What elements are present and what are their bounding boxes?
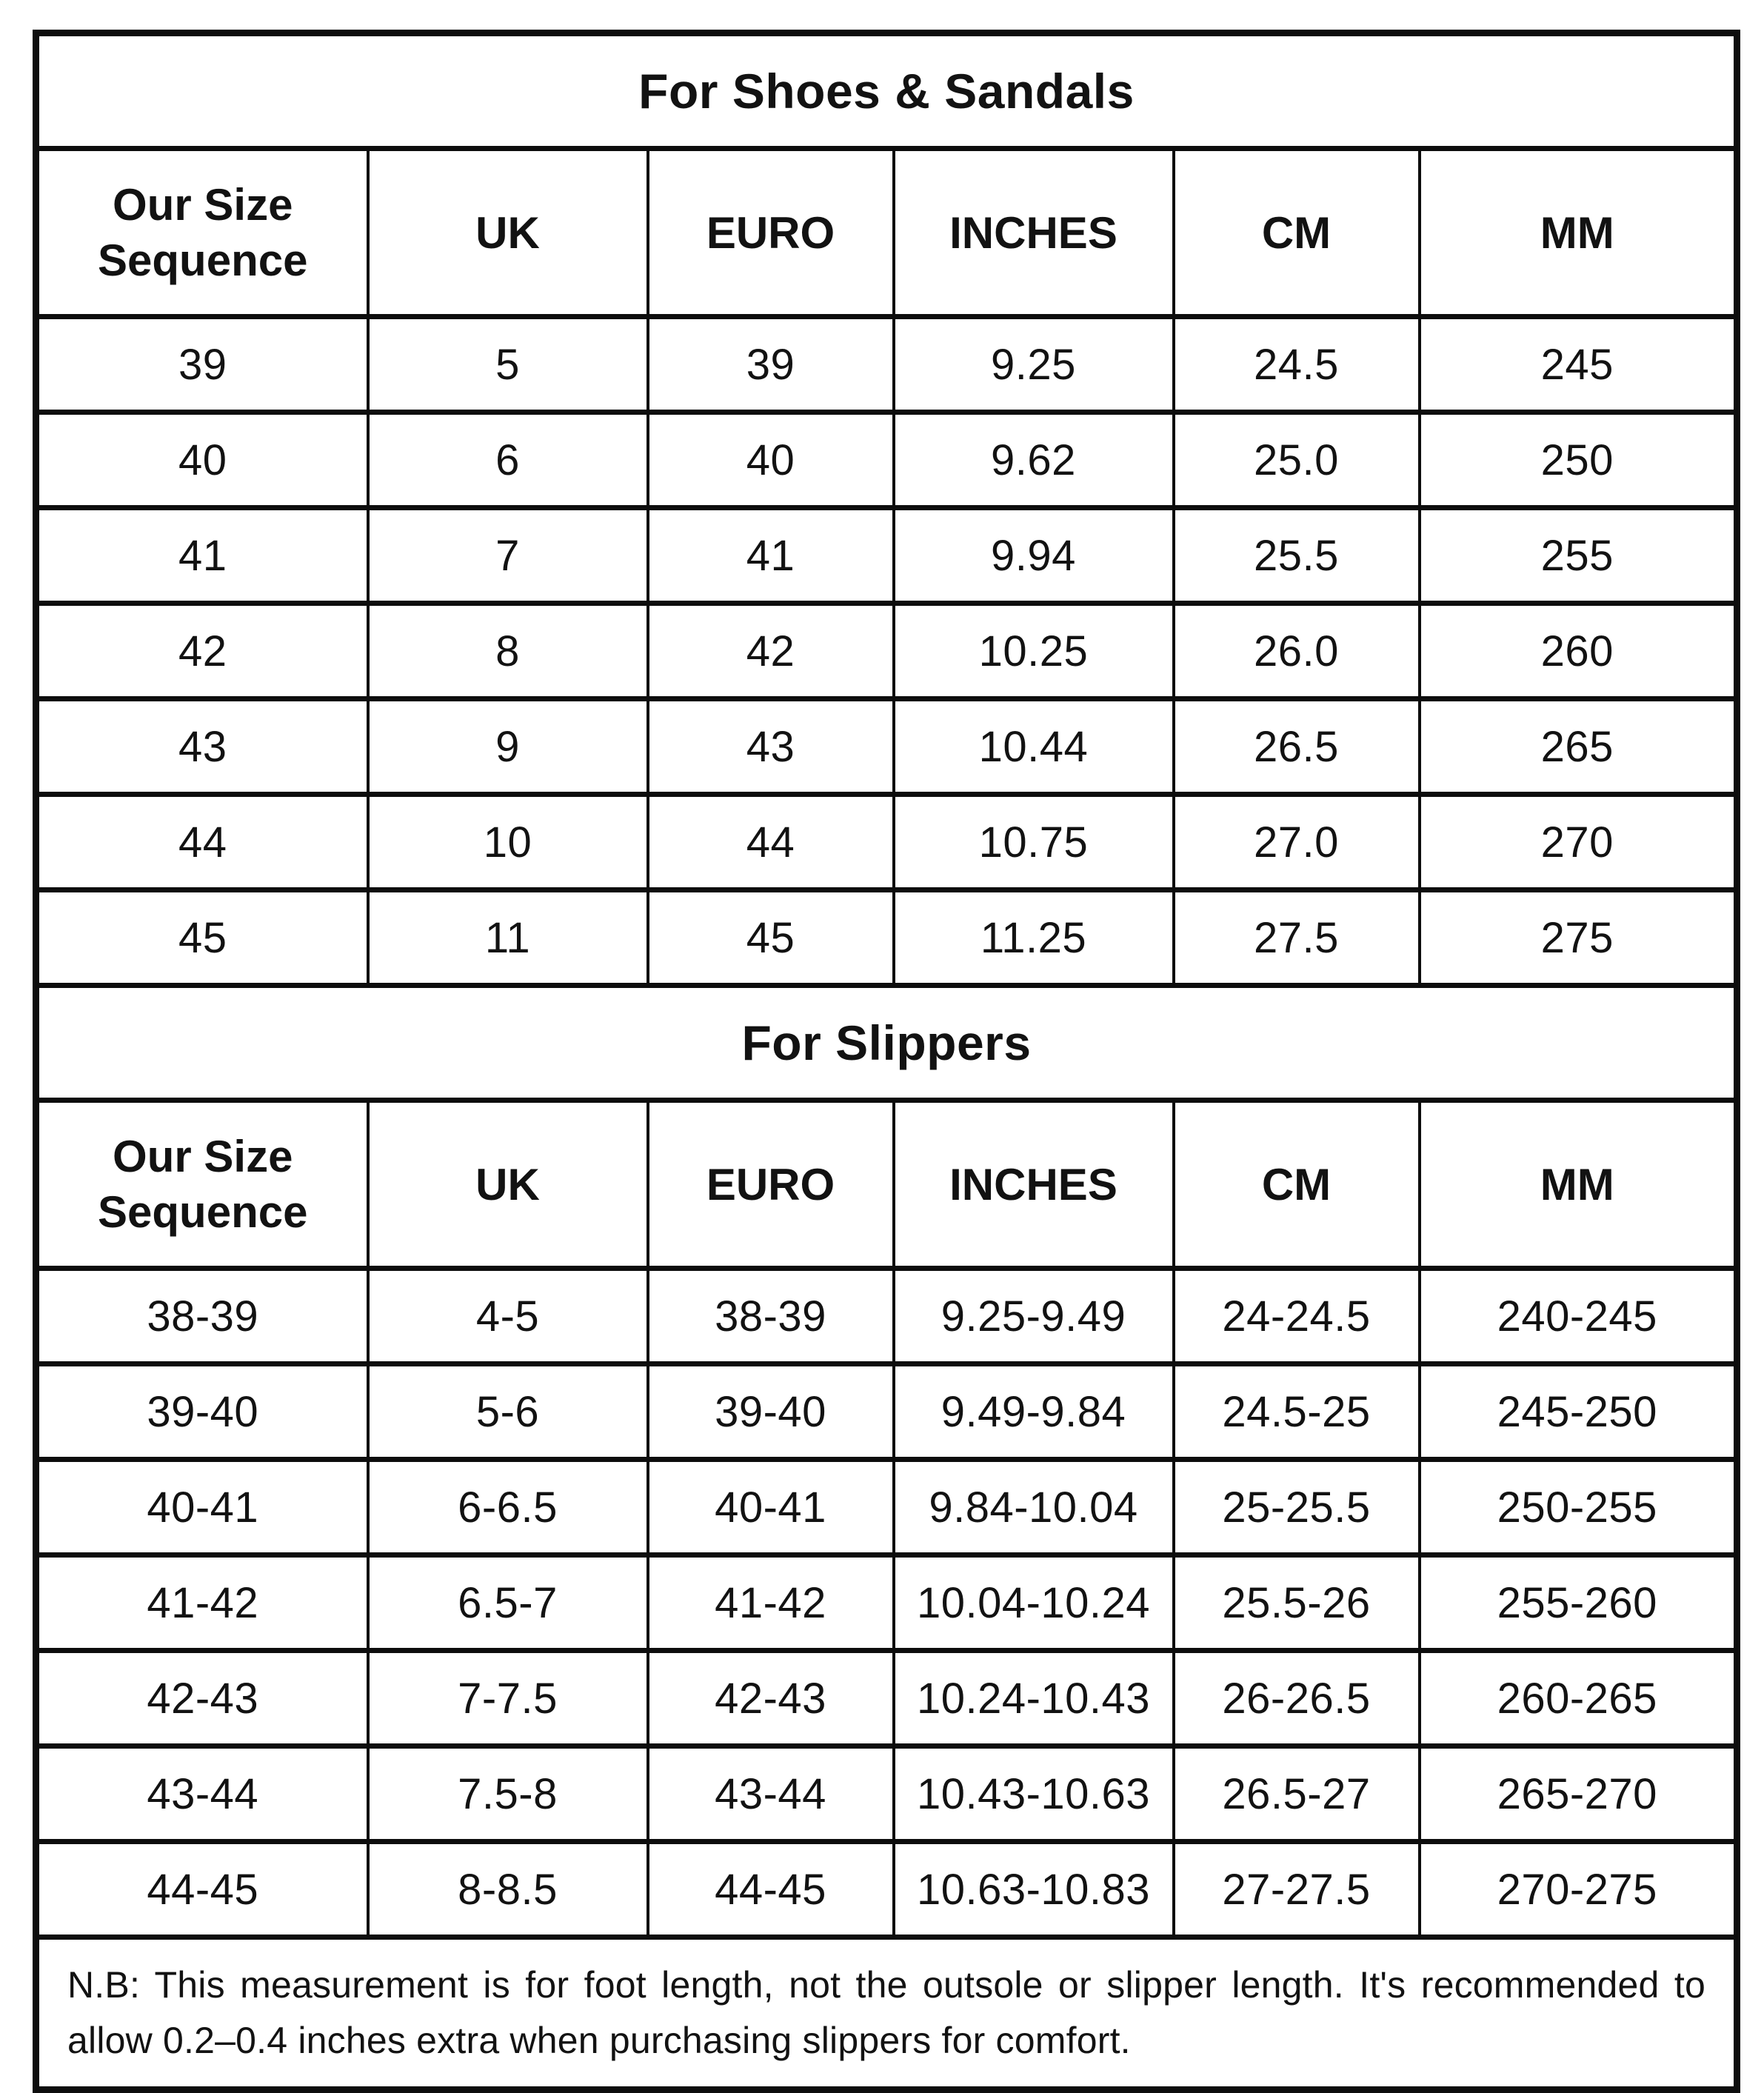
table-cell: 44: [648, 795, 894, 890]
table-cell: 27.5: [1174, 890, 1420, 986]
table-row: [36, 413, 1737, 508]
table-cell: 38-39: [36, 1269, 368, 1364]
shoes-header-row: [36, 149, 1737, 317]
table-cell: 43-44: [648, 1746, 894, 1842]
column-header-inches: INCHES: [894, 1101, 1174, 1269]
table-cell: 265: [1420, 699, 1737, 795]
table-cell: 40: [648, 413, 894, 508]
column-header-uk: UK: [368, 149, 648, 317]
table-cell: 26.0: [1174, 604, 1420, 699]
table-cell: 5: [368, 317, 648, 413]
table-cell: 240-245: [1420, 1269, 1737, 1364]
table-cell: 6.5-7: [368, 1555, 648, 1651]
table-cell: 9.62: [894, 413, 1174, 508]
table-row: [36, 890, 1737, 986]
table-cell: 26-26.5: [1174, 1651, 1420, 1746]
table-cell: 25.0: [1174, 413, 1420, 508]
table-cell: 26.5: [1174, 699, 1420, 795]
table-cell: 6-6.5: [368, 1460, 648, 1555]
table-cell: 6: [368, 413, 648, 508]
table-cell: 9.49-9.84: [894, 1364, 1174, 1460]
table-cell: 39-40: [36, 1364, 368, 1460]
table-cell: 5-6: [368, 1364, 648, 1460]
table-cell: 43: [648, 699, 894, 795]
slippers-header-row: [36, 1101, 1737, 1269]
table-cell: 39: [648, 317, 894, 413]
table-cell: 25-25.5: [1174, 1460, 1420, 1555]
table-row: [36, 1746, 1737, 1842]
table-row: [36, 508, 1737, 604]
table-cell: 39-40: [648, 1364, 894, 1460]
table-row: [36, 1842, 1737, 1937]
table-cell: 250-255: [1420, 1460, 1737, 1555]
table-cell: 9.94: [894, 508, 1174, 604]
column-header-mm: MM: [1420, 149, 1737, 317]
column-header-cm: CM: [1174, 1101, 1420, 1269]
table-cell: 9.25: [894, 317, 1174, 413]
column-header-cm: CM: [1174, 149, 1420, 317]
table-row: [36, 1651, 1737, 1746]
slippers-title-row: [36, 986, 1737, 1101]
table-cell: 275: [1420, 890, 1737, 986]
table-cell: 265-270: [1420, 1746, 1737, 1842]
table-cell: 26.5-27: [1174, 1746, 1420, 1842]
table-cell: 24.5: [1174, 317, 1420, 413]
table-cell: 9.25-9.49: [894, 1269, 1174, 1364]
table-cell: 24-24.5: [1174, 1269, 1420, 1364]
table-cell: 10: [368, 795, 648, 890]
table-cell: 11: [368, 890, 648, 986]
table-cell: 42: [648, 604, 894, 699]
table-cell: 245: [1420, 317, 1737, 413]
table-cell: 43: [36, 699, 368, 795]
table-cell: 7-7.5: [368, 1651, 648, 1746]
column-header-mm: MM: [1420, 1101, 1737, 1269]
table-row: [36, 795, 1737, 890]
table-cell: 11.25: [894, 890, 1174, 986]
table-cell: 40-41: [648, 1460, 894, 1555]
column-header-our-size-sequence: Our Size Sequence: [36, 1101, 368, 1269]
table-cell: 42-43: [648, 1651, 894, 1746]
table-row: [36, 604, 1737, 699]
table-cell: 27-27.5: [1174, 1842, 1420, 1937]
table-cell: 10.24-10.43: [894, 1651, 1174, 1746]
note-text: N.B: This measurement is for foot length, not the outsole or slipper length. It's recommended to allow 0.2–0.4 inches extra when purchasing slippers for comfort.: [36, 1937, 1737, 2090]
table-cell: 8-8.5: [368, 1842, 648, 1937]
size-chart-table: [33, 30, 1740, 2093]
table-cell: 44-45: [36, 1842, 368, 1937]
table-cell: 9.84-10.04: [894, 1460, 1174, 1555]
column-header-euro: EURO: [648, 1101, 894, 1269]
table-cell: 39: [36, 317, 368, 413]
note-row: [36, 1937, 1737, 2090]
table-cell: 255: [1420, 508, 1737, 604]
table-cell: 44-45: [648, 1842, 894, 1937]
table-row: [36, 1460, 1737, 1555]
table-cell: 9: [368, 699, 648, 795]
slippers-section-title: For Slippers: [36, 986, 1737, 1101]
table-row: [36, 317, 1737, 413]
table-cell: 45: [648, 890, 894, 986]
table-cell: 245-250: [1420, 1364, 1737, 1460]
table-cell: 38-39: [648, 1269, 894, 1364]
shoes-title-row: [36, 33, 1737, 149]
table-cell: 27.0: [1174, 795, 1420, 890]
table-cell: 41-42: [648, 1555, 894, 1651]
shoes-section-title: For Shoes & Sandals: [36, 33, 1737, 149]
table-cell: 10.75: [894, 795, 1174, 890]
table-cell: 260-265: [1420, 1651, 1737, 1746]
column-header-our-size-sequence: Our Size Sequence: [36, 149, 368, 317]
column-header-inches: INCHES: [894, 149, 1174, 317]
table-cell: 8: [368, 604, 648, 699]
table-cell: 42: [36, 604, 368, 699]
table-cell: 42-43: [36, 1651, 368, 1746]
table-cell: 10.04-10.24: [894, 1555, 1174, 1651]
column-header-uk: UK: [368, 1101, 648, 1269]
table-cell: 10.44: [894, 699, 1174, 795]
table-cell: 45: [36, 890, 368, 986]
table-cell: 25.5-26: [1174, 1555, 1420, 1651]
table-cell: 41: [36, 508, 368, 604]
table-row: [36, 1555, 1737, 1651]
table-cell: 10.25: [894, 604, 1174, 699]
table-cell: 24.5-25: [1174, 1364, 1420, 1460]
table-cell: 40-41: [36, 1460, 368, 1555]
table-cell: 7.5-8: [368, 1746, 648, 1842]
table-cell: 41: [648, 508, 894, 604]
table-cell: 7: [368, 508, 648, 604]
table-row: [36, 1269, 1737, 1364]
table-cell: 270: [1420, 795, 1737, 890]
table-cell: 43-44: [36, 1746, 368, 1842]
table-cell: 44: [36, 795, 368, 890]
table-row: [36, 1364, 1737, 1460]
table-cell: 260: [1420, 604, 1737, 699]
table-cell: 10.43-10.63: [894, 1746, 1174, 1842]
table-cell: 25.5: [1174, 508, 1420, 604]
table-cell: 4-5: [368, 1269, 648, 1364]
column-header-euro: EURO: [648, 149, 894, 317]
table-row: [36, 699, 1737, 795]
table-cell: 41-42: [36, 1555, 368, 1651]
table-cell: 40: [36, 413, 368, 508]
table-cell: 250: [1420, 413, 1737, 508]
table-cell: 10.63-10.83: [894, 1842, 1174, 1937]
table-cell: 270-275: [1420, 1842, 1737, 1937]
table-cell: 255-260: [1420, 1555, 1737, 1651]
